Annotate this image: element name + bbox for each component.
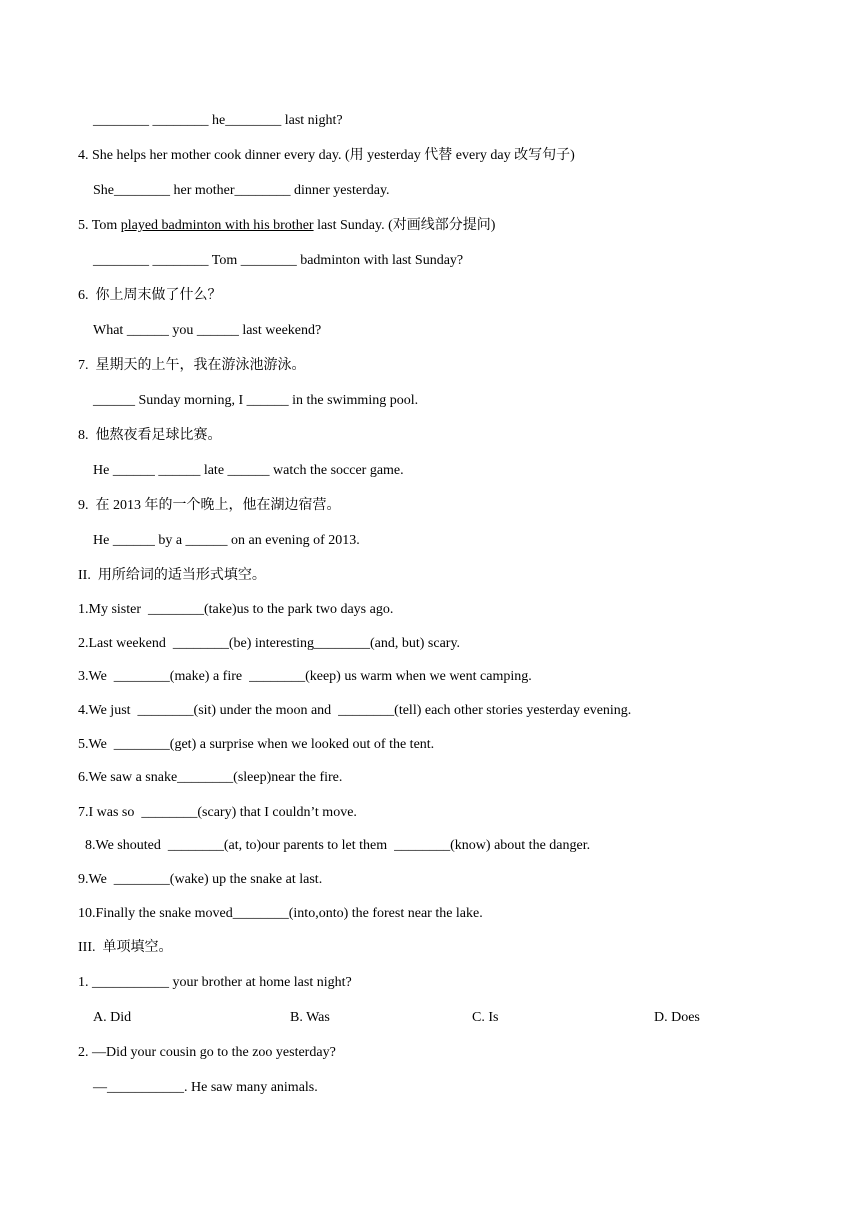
option-c: C. Is (472, 1010, 499, 1025)
option-b: B. Was (290, 1010, 330, 1025)
q5-suffix: last Sunday. (对画线部分提问) (313, 218, 496, 233)
option-a: A. Did (93, 1010, 132, 1025)
s3-q1: 1. ___________ your brother at home last night? (78, 975, 352, 990)
section-3-heading: III. 单项填空。 (78, 940, 173, 955)
q5-underlined-phrase: played badminton with his brother (120, 218, 314, 233)
s2-item-7: 7.I was so ________(scary) that I couldn’t move. (78, 805, 357, 820)
s2-item-1: 1.My sister ________(take)us to the park two days ago. (78, 602, 394, 617)
q6-prompt: 6. 你上周末做了什么？ (78, 288, 222, 303)
q8-answer-line: He ______ ______ late ______ watch the soccer game. (93, 463, 404, 478)
q5-answer-line: ________ ________ Tom ________ badminton with last Sunday? (93, 253, 464, 268)
q3-answer-line: ________ ________ he________ last night? (93, 113, 343, 128)
s2-item-9: 9.We ________(wake) up the snake at last. (78, 872, 323, 887)
s2-item-10: 10.Finally the snake moved________(into,onto) the forest near the lake. (78, 906, 483, 921)
s2-item-2: 2.Last weekend ________(be) interesting________(and, but) scary. (78, 636, 461, 651)
q5-prompt (78, 217, 495, 235)
q4-prompt: 4. She helps her mother cook dinner every day. (用 yesterday 代替 every day 改写句子) (78, 148, 575, 163)
s3-q2-reply: —___________. He saw many animals. (93, 1080, 318, 1095)
q9-answer-line: He ______ by a ______ on an evening of 2013. (93, 533, 360, 548)
q6-answer-line: What ______ you ______ last weekend? (93, 323, 322, 338)
s2-item-6: 6.We saw a snake________(sleep)near the fire. (78, 770, 343, 785)
q8-prompt: 8. 他熬夜看足球比赛。 (78, 428, 222, 443)
q9-prompt: 9. 在 2013 年的一个晚上，他在湖边宿营。 (78, 498, 341, 513)
section-2-heading: II. 用所给词的适当形式填空。 (78, 568, 266, 583)
q5-prefix: 5. Tom (78, 218, 121, 233)
option-d: D. Does (654, 1010, 700, 1025)
s2-item-5: 5.We ________(get) a surprise when we looked out of the tent. (78, 737, 435, 752)
q4-answer-line: She________ her mother________ dinner yesterday. (93, 183, 390, 198)
s2-item-3: 3.We ________(make) a fire ________(keep) us warm when we went camping. (78, 669, 532, 684)
q7-answer-line: ______ Sunday morning, I ______ in the swimming pool. (93, 393, 419, 408)
s2-item-4: 4.We just ________(sit) under the moon and ________(tell) each other stories yesterday evening. (78, 703, 632, 718)
s3-q2: 2. —Did your cousin go to the zoo yesterday? (78, 1045, 336, 1060)
s2-item-8: 8.We shouted ________(at, to)our parents to let them ________(know) about the danger. (85, 838, 591, 853)
q7-prompt: 7. 星期天的上午，我在游泳池游泳。 (78, 358, 306, 373)
